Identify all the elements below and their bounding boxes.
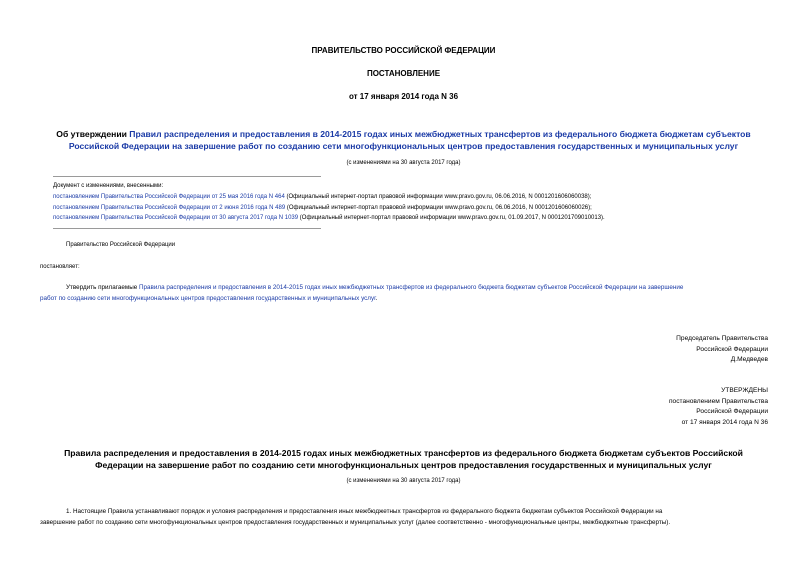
rules-para1-line1: 1. Настоящие Правила устанавливают порядок и условия распределения и предоставления иных межбюджетных трансфертов из федерального бюджета бюджетам субъектов Российской Федерации на — [66, 508, 663, 515]
amendment-source-2: (Официальный интернет-портал правовой информации www.pravo.gov.ru, 06.06.2016, N 0001201606060026); — [285, 204, 592, 211]
title-rules-link-cont[interactable]: Российской Федерации на завершение работ по созданию сети многофункциональных центров предоставления государственных и муниципальных услуг — [68, 141, 739, 151]
amendment-source-1: (Официальный интернет-портал правовой информации www.pravo.gov.ru, 06.06.2016, N 0001201606060038); — [284, 193, 592, 200]
rules-changes-note: (с изменениями на 30 августа 2017 года) — [346, 478, 461, 484]
rules-para1-line2: завершение работ по созданию сети многофункциональных центров предоставления государственных и муниципальных услуг (далее соответственно - многофункциональные центры, межбюджетные трансферты). — [40, 518, 671, 526]
approved-block — [669, 386, 768, 428]
rules-paragraph-1 — [40, 507, 770, 528]
amendment-source-3: (Официальный интернет-портал правовой информации www.pravo.gov.ru, 01.09.2017, N 0001201709010013). — [298, 215, 605, 222]
approved-date: от 17 января 2014 года N 36 — [681, 418, 768, 426]
amendments-bottom-rule — [53, 228, 321, 229]
amendment-item — [53, 192, 605, 203]
approved-heading: УТВЕРЖДЕНЫ — [721, 387, 768, 394]
approve-paragraph — [40, 283, 770, 304]
rules-title-line2: Федерации на завершение работ по созданию сети многофункциональных центров предоставления государственных и муниципальных услуг — [95, 460, 712, 470]
signature-name: Д.Медведев — [730, 356, 768, 363]
title-rules-link[interactable]: Правил распределения и предоставления в 2014-2015 годах иных межбюджетных трансфертов из федерального бюджета бюджетам субъектов — [129, 129, 751, 139]
signature-country: Российской Федерации — [696, 345, 768, 353]
approve-prefix: Утвердить прилагаемые — [66, 284, 139, 291]
rules-title-line1: Правила распределения и предоставления в 2014-2015 годах иных межбюджетных трансфертов из федерального бюджета бюджетам субъектов Российской — [64, 448, 743, 458]
title-prefix: Об утверждении — [56, 129, 130, 139]
changes-note: (с изменениями на 30 августа 2017 года) — [346, 160, 461, 166]
amendments-block — [53, 181, 605, 224]
resolves-line: постановляет: — [40, 264, 80, 270]
rules-title — [0, 447, 807, 471]
approve-rules-link[interactable]: Правила распределения и предоставления в 2014-2015 годах иных межбюджетных трансфертов из федерального бюджета бюджетам субъектов Российской Федерации на завершение — [139, 284, 684, 291]
approve-rules-link-cont[interactable]: работ по созданию сети многофункциональных центров предоставления государственных и муниципальных услуг — [40, 294, 376, 302]
amendment-link-2[interactable]: постановлением Правительства Российской Федерации от 2 июня 2016 года N 489 — [53, 204, 286, 211]
approved-by: постановлением Правительства — [668, 397, 768, 405]
government-heading: ПРАВИТЕЛЬСТВО РОССИЙСКОЙ ФЕДЕРАЦИИ — [311, 46, 496, 55]
amendment-link-1[interactable]: постановлением Правительства Российской Федерации от 25 мая 2016 года N 464 — [53, 193, 285, 200]
gov-line: Правительство Российской Федерации — [66, 242, 176, 248]
amendments-top-rule — [53, 176, 321, 177]
amendment-item — [53, 203, 605, 214]
doc-type-heading: ПОСТАНОВЛЕНИЕ — [366, 69, 441, 78]
signature-block — [676, 334, 768, 366]
approved-country: Российской Федерации — [696, 408, 768, 415]
signature-position: Председатель Правительства — [676, 335, 768, 342]
document-title — [0, 128, 807, 152]
approve-suffix: . — [375, 294, 378, 302]
amendments-intro: Документ с изменениями, внесенными: — [53, 183, 164, 189]
amendment-link-3[interactable]: постановлением Правительства Российской Федерации от 30 августа 2017 года N 1039 — [53, 215, 299, 222]
amendment-item — [53, 213, 605, 224]
date-number-heading: от 17 января 2014 года N 36 — [348, 92, 459, 101]
